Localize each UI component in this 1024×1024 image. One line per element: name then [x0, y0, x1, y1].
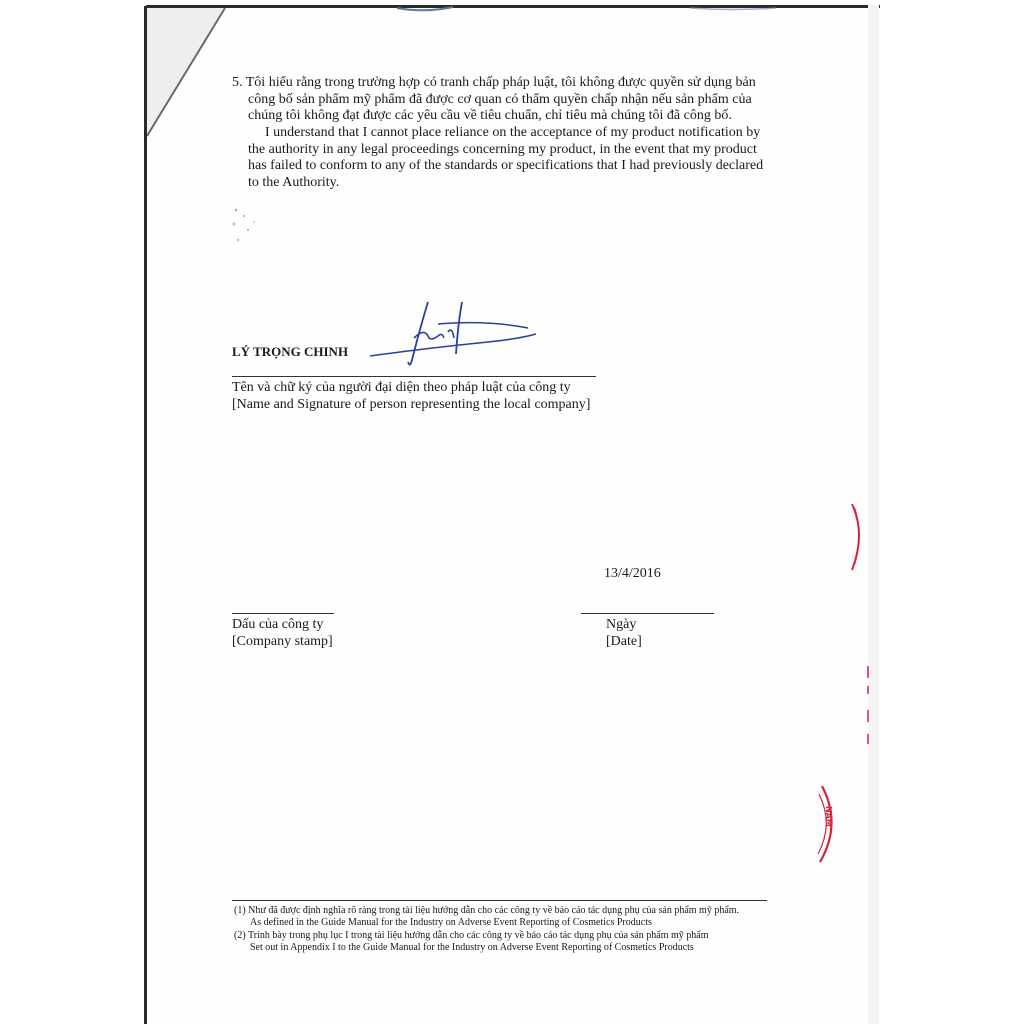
clause5-en-line-3: has failed to conform to any of the standards or specifications that I had previously declared	[248, 158, 764, 173]
footnote-1-en: As defined in the Guide Manual for the Industry on Adverse Event Reporting of Cosmetics Products	[250, 917, 652, 928]
signatory-label-vi: Tên và chữ ký của người đại diện theo pháp luật của công ty	[232, 380, 571, 395]
clause5-vi-line-1: 5. Tôi hiểu rằng trong trường hợp có tranh chấp pháp luật, tôi không được quyền sử dụng bản	[232, 75, 756, 90]
pink-ink-speckle	[226, 200, 266, 250]
signatory-label-en: [Name and Signature of person representing the local company]	[232, 397, 591, 412]
clause5-vi-line-3: chúng tôi không đạt được các yêu cầu về tiêu chuẩn, chỉ tiêu mà chúng tôi đã công bố.	[248, 108, 732, 123]
footnote-2-vi	[234, 930, 709, 942]
footnote-1-marker: (1)	[234, 905, 246, 916]
scan-right-edge	[868, 5, 879, 1024]
clause5-vi-line-2: công bố sản phẩm mỹ phẩm đã được cơ quan có thẩm quyền chấp nhận nếu sản phẩm của	[248, 92, 752, 107]
stamp-label-vi: Dấu của công ty	[232, 617, 324, 632]
date-line	[581, 613, 714, 614]
date-value: 13/4/2016	[604, 566, 661, 581]
footnote-2-en: Set out in Appendix I to the Guide Manual for the Industry on Adverse Event Reporting of Cosmetics Products	[250, 942, 694, 953]
footnote-1-vi	[234, 905, 739, 917]
top-smudge-right	[688, 4, 778, 12]
seal-text: NAM	[824, 806, 833, 827]
date-label-en: [Date]	[606, 634, 642, 649]
folded-corner	[147, 8, 227, 143]
scan-left-edge	[144, 6, 147, 1024]
red-seal-fragment-lower	[808, 784, 842, 866]
footnote-1-vi-text: Như đã được định nghĩa rõ ràng trong tài liệu hướng dẫn cho các công ty về báo cáo tác dụng phụ của sản phẩm mỹ phẩm.	[248, 905, 740, 916]
signature-line	[232, 376, 596, 377]
footnote-separator	[232, 900, 767, 901]
footnote-2-marker: (2)	[234, 930, 246, 941]
clause5-en-line-2: the authority in any legal proceedings concerning my product, in the event that my product	[248, 142, 757, 157]
clause5-en-line-1: I understand that I cannot place reliance on the acceptance of my product notification by	[265, 125, 761, 140]
red-seal-fragment-upper	[846, 500, 868, 574]
red-seal-edge-marks	[864, 664, 872, 754]
stamp-line	[232, 613, 334, 614]
signatory-name: LÝ TRỌNG CHINH	[232, 344, 349, 359]
date-label-vi: Ngày	[606, 617, 637, 632]
stamp-label-en: [Company stamp]	[232, 634, 333, 649]
footnote-2-vi-text: Trình bày trong phụ lục I trong tài liệu hướng dẫn cho các công ty về báo cáo tác dụng phụ của sản phẩm mỹ phẩm	[248, 930, 709, 941]
top-smudge	[395, 4, 455, 12]
clause5-en-line-4: to the Authority.	[248, 175, 340, 190]
signature	[368, 298, 543, 370]
